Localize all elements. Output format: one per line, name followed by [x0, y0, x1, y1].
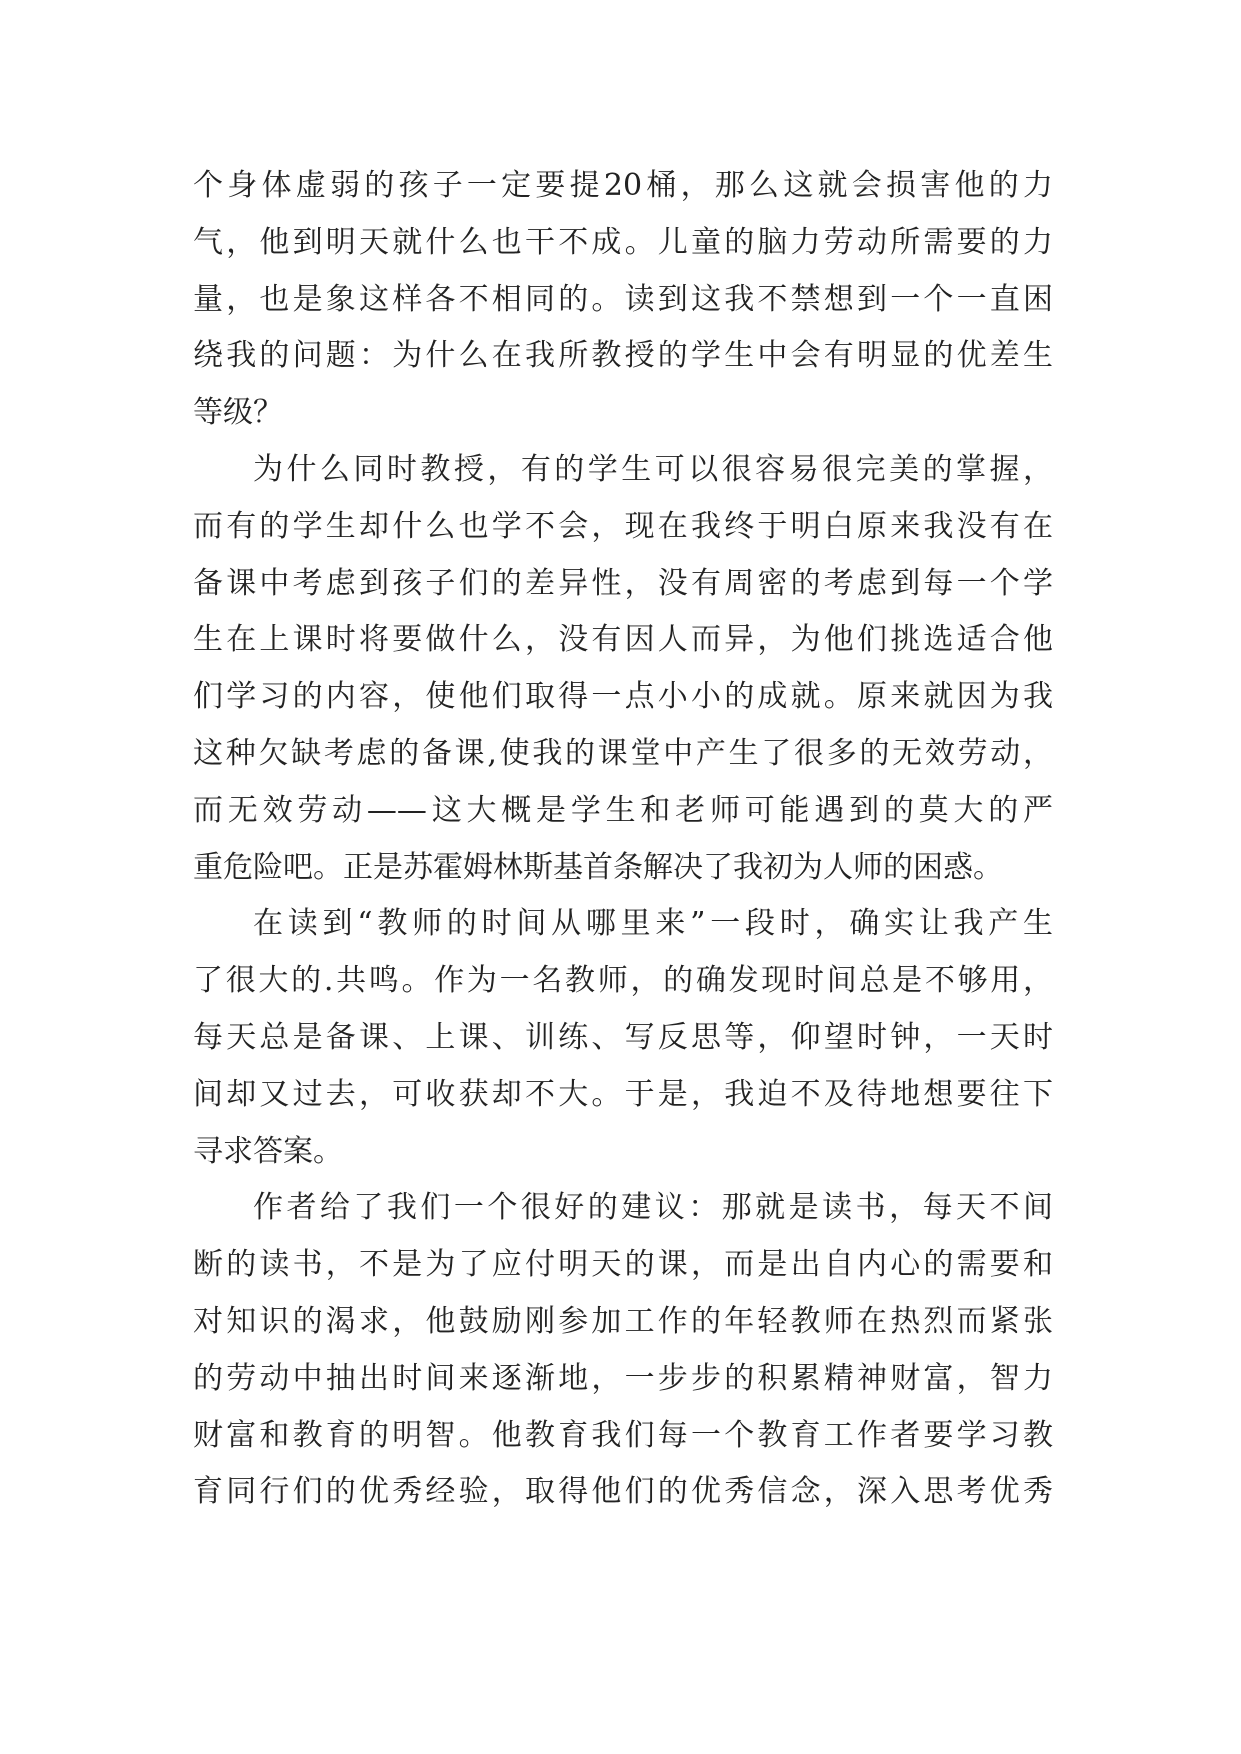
text-line: 备课中考虑到孩子们的差异性，没有周密的考虑到每一个学	[193, 565, 1053, 601]
text-line: 断的读书，不是为了应付明天的课，而是出自内心的需要和	[193, 1247, 1053, 1283]
text-line: 作者给了我们一个很好的建议：那就是读书，每天不间	[253, 1190, 1053, 1226]
text-line: 重危险吧。正是苏霍姆林斯基首条解决了我初为人师的困惑。	[193, 849, 1003, 885]
text-line: 财富和教育的明智。他教育我们每一个教育工作者要学习教	[193, 1417, 1053, 1453]
text-line: 量，也是象这样各不相同的。读到这我不禁想到一个一直困	[193, 281, 1053, 317]
text-line: 而无效劳动——这大概是学生和老师可能遇到的莫大的严	[193, 792, 1053, 828]
text-line: 绕我的问题：为什么在我所教授的学生中会有明显的优差生	[193, 338, 1053, 374]
text-line: 等级？	[193, 395, 283, 431]
text-line: 生在上课时将要做什么，没有因人而异，为他们挑选适合他	[193, 622, 1053, 658]
text-line: 而有的学生却什么也学不会，现在我终于明白原来我没有在	[193, 508, 1053, 544]
paragraph	[193, 442, 1053, 896]
text-line: 为什么同时教授，有的学生可以很容易很完美的掌握，	[253, 451, 1053, 487]
paragraph	[193, 896, 1053, 1180]
text-line: 们学习的内容，使他们取得一点小小的成就。原来就因为我	[193, 679, 1053, 715]
text-line: 育同行们的优秀经验，取得他们的优秀信念，深入思考优秀	[193, 1474, 1053, 1510]
text-line: 在读到“教师的时间从哪里来”一段时，确实让我产生	[253, 906, 1053, 942]
text-line: 气，他到明天就什么也干不成。儿童的脑力劳动所需要的力	[193, 224, 1053, 260]
text-line: 个身体虚弱的孩子一定要提20桶，那么这就会损害他的力	[193, 168, 1053, 203]
paragraph	[193, 158, 1053, 442]
document-body	[193, 158, 1053, 1521]
text-line: 间却又过去，可收获却不大。于是，我迫不及待地想要往下	[193, 1076, 1053, 1112]
paragraph	[193, 1180, 1053, 1521]
text-line: 这种欠缺考虑的备课,使我的课堂中产生了很多的无效劳动，	[193, 735, 1053, 771]
text-line: 每天总是备课、上课、训练、写反思等，仰望时钟，一天时	[193, 1019, 1053, 1055]
text-line: 的劳动中抽出时间来逐渐地，一步步的积累精神财富，智力	[193, 1360, 1053, 1396]
text-line: 了很大的.共鸣。作为一名教师，的确发现时间总是不够用，	[193, 963, 1053, 999]
text-line: 对知识的渴求，他鼓励刚参加工作的年轻教师在热烈而紧张	[193, 1303, 1053, 1339]
text-line: 寻求答案。	[193, 1133, 343, 1169]
